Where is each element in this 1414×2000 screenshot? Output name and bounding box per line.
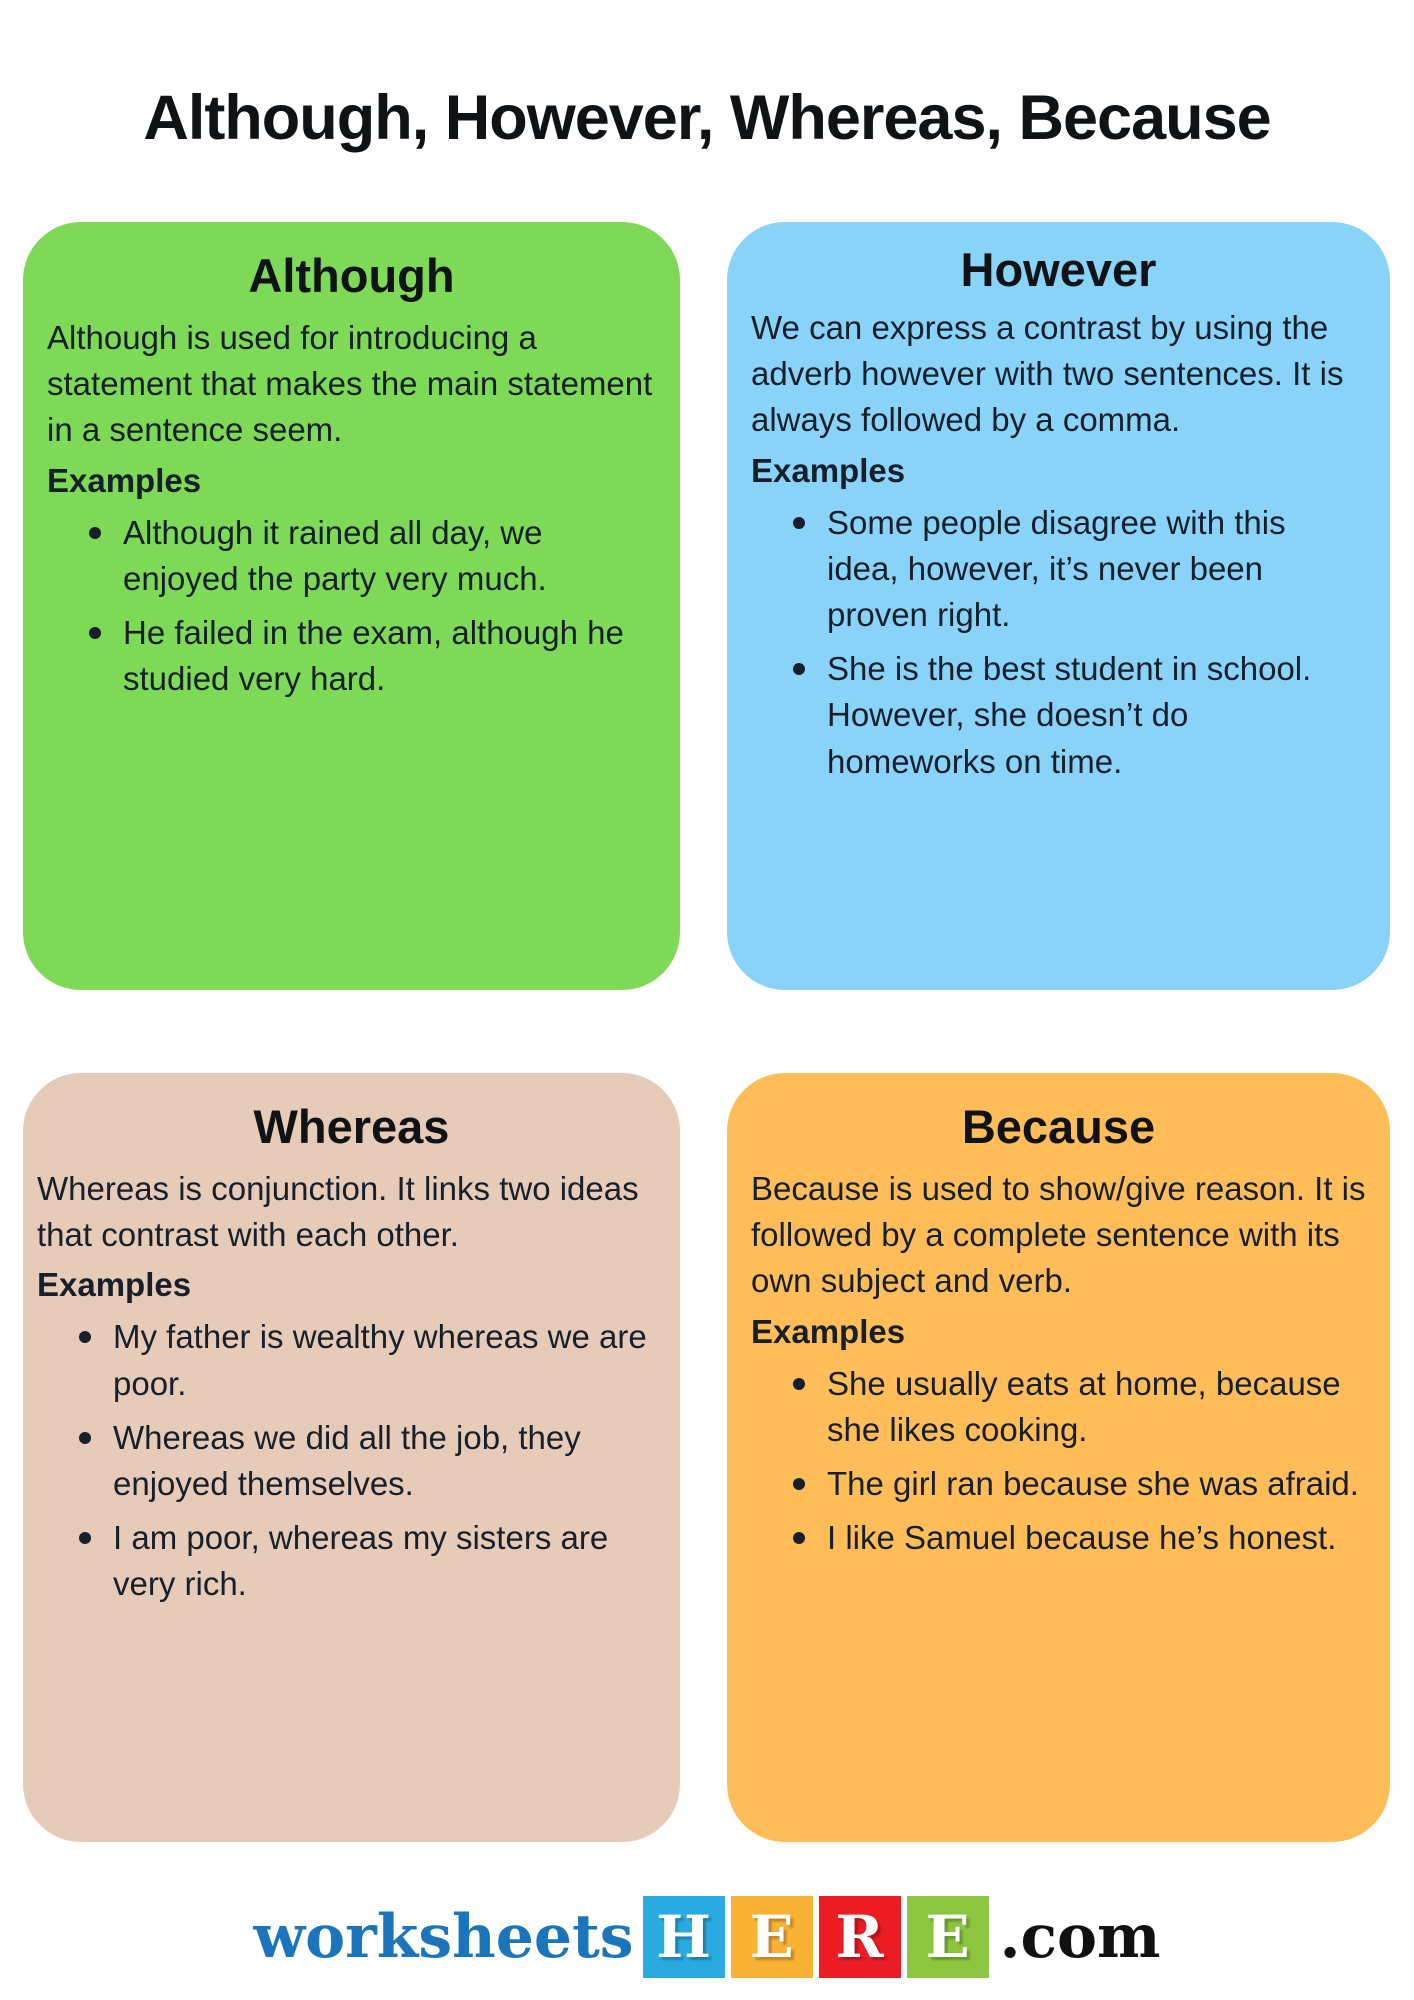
card-although-title: Although: [248, 249, 455, 302]
logo-tile-h: H: [643, 1896, 725, 1978]
card-however: [727, 222, 1390, 990]
card-whereas-examples-label: Examples: [37, 1266, 192, 1304]
example-item: [791, 500, 1366, 639]
card-although-description: Although is used for introducing a statement that makes the main statement in a sentence seem.: [47, 319, 653, 449]
card-however-example-list: [751, 500, 1366, 785]
example-item: [77, 1515, 666, 1607]
bullet-dot: [79, 1532, 91, 1544]
bullet-dot: [79, 1432, 91, 1444]
example-item: [87, 510, 656, 602]
example-text: I like Samuel because he’s honest.: [827, 1519, 1337, 1557]
card-because-title: Because: [961, 1100, 1156, 1153]
example-text: The girl ran because she was afraid.: [827, 1464, 1359, 1502]
card-because-description: Because is used to show/give reason. It is followed by a complete sentence with its own subject and verb.: [751, 1170, 1366, 1300]
example-text: Whereas we did all the job, they enjoyed themselves.: [113, 1418, 581, 1502]
example-text: She is the best student in school. However, she doesn’t do homeworks on time.: [827, 650, 1312, 780]
site-logo: [0, 1896, 1414, 1978]
example-item: [77, 1314, 666, 1406]
page-title: Although, However, Whereas, Because: [143, 83, 1271, 154]
card-because: [727, 1073, 1390, 1842]
bullet-dot: [89, 627, 101, 639]
bullet-dot: [89, 527, 101, 539]
example-text: He failed in the exam, although he studied very hard.: [123, 613, 624, 698]
bullet-dot: [793, 1532, 805, 1544]
example-item: [791, 1361, 1366, 1453]
card-although-example-list: [47, 510, 656, 703]
logo-dotcom-text: .com: [999, 1902, 1161, 1972]
example-text: Although it rained all day, we enjoyed the party very much.: [123, 513, 547, 597]
example-text: My father is wealthy whereas we are poor.: [113, 1318, 647, 1402]
logo-worksheets-text: worksheets: [253, 1902, 634, 1972]
bullet-dot: [793, 517, 805, 529]
bullet-dot: [79, 1331, 91, 1343]
example-text: She usually eats at home, because she likes cooking.: [827, 1364, 1341, 1448]
logo-tile-e1: E: [731, 1896, 813, 1978]
card-because-examples-label: Examples: [751, 1312, 906, 1350]
card-although: [23, 222, 680, 990]
card-however-description: We can express a contrast by using the adverb however with two sentences. It is always followed by a comma.: [751, 309, 1344, 439]
bullet-dot: [793, 1378, 805, 1390]
card-because-example-list: [751, 1361, 1366, 1562]
card-whereas-title: Whereas: [253, 1100, 450, 1153]
example-text: I am poor, whereas my sisters are very rich.: [113, 1519, 609, 1603]
card-however-examples-label: Examples: [751, 451, 906, 489]
example-item: [77, 1415, 666, 1507]
logo-tile-r: R: [819, 1896, 901, 1978]
example-item: [791, 1515, 1366, 1561]
card-whereas-description: Whereas is conjunction. It links two ideas that contrast with each other.: [37, 1170, 639, 1254]
card-although-examples-label: Examples: [47, 461, 202, 499]
card-whereas-example-list: [37, 1314, 666, 1607]
bullet-dot: [793, 1478, 805, 1490]
bullet-dot: [793, 663, 805, 675]
example-text: Some people disagree with this idea, however, it’s never been proven right.: [827, 503, 1286, 633]
logo-tile-e2: E: [907, 1896, 989, 1978]
example-item: [87, 610, 656, 702]
example-item: [791, 646, 1366, 785]
example-item: [791, 1461, 1366, 1507]
card-whereas: [23, 1073, 680, 1842]
card-however-title: However: [960, 243, 1157, 296]
